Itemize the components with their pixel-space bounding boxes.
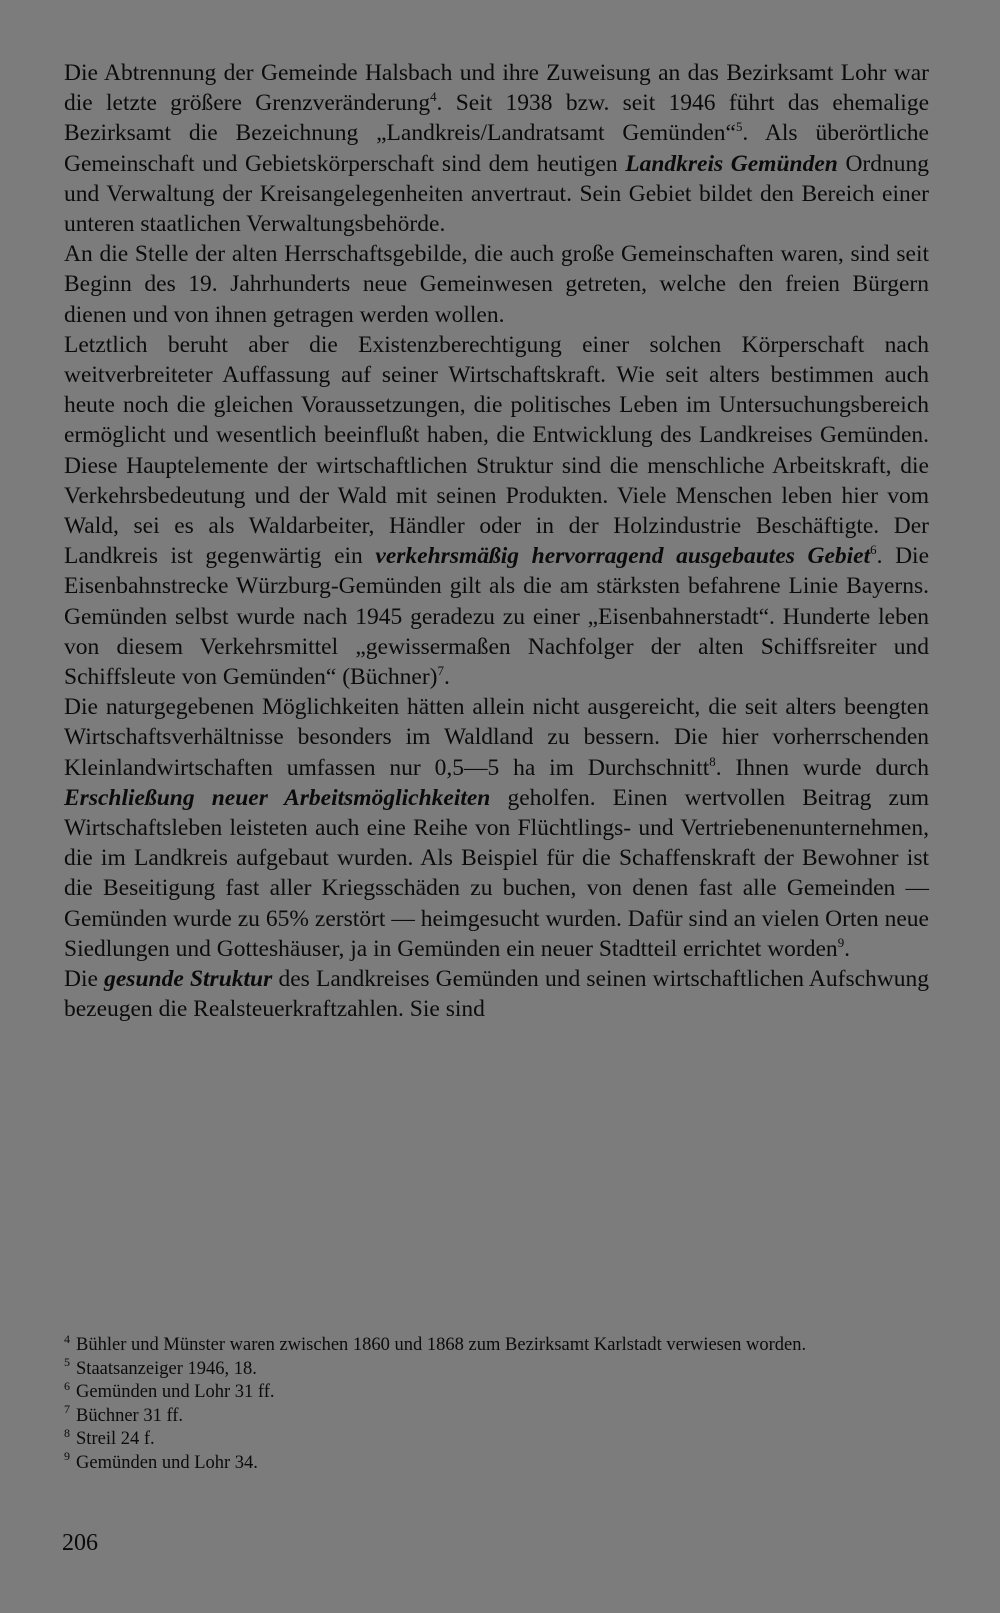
page-number: 206 [62,1530,98,1556]
text-run: geholfen. Einen wertvollen Beitrag zum Wirtschaftsleben leisteten auch eine Reihe von Flüchtlings- und Vertriebenenunternehmen, die im Landkreis aufgebaut wurden. Als Beispiel für die Schaffenskraft der Bewohner ist die Beseitigung fast aller Kriegsschäden zu buchen, von denen fast alle Gemeinden — Gemünden wurde zu 65% zerstört — heimgesucht wurden. Dafür sind an vielen Orten neue Siedlungen und Gotteshäuser, ja in Gemünden ein neuer Stadtteil errichtet worden [64,784,929,962]
footnote-text: Streil 24 f. [76,1429,155,1449]
footnote [64,1425,929,1452]
footnote-number: 5 [64,1355,71,1370]
text-run: Die [64,966,105,993]
paragraph [64,58,929,239]
footnote-number: 8 [64,1425,71,1440]
footnote-text: Bühler und Münster waren zwischen 1860 und 1868 zum Bezirksamt Karlstadt verwiesen worden. [76,1335,807,1355]
footnote-ref: 8 [709,753,716,769]
text-run: . Seit 1938 bzw. seit 1946 führt das ehemalige Bezirksamt die Bezeichnung „Landkreis/Landratsamt Gemünden“ [64,90,929,147]
emphasis: gesunde Struktur [104,966,273,993]
footnote-ref: 7 [437,663,444,679]
text-run: . Die Eisenbahnstrecke Würzburg-Gemünden gilt als die am stärksten befahrene Linie Bayerns. Gemünden selbst wurde nach 1945 geradezu zu einer „Eisenbahnerstadt“. Hunderte leben von diesem Verkehrsmittel „gewissermaßen Nachfolger der alten Schiffsreiter und Schiffsleute von Gemünden“ (Büchner) [64,543,929,691]
footnote-ref: 4 [430,89,437,105]
footnote-number: 7 [64,1402,71,1417]
text-run: Ordnung und Verwaltung der Kreisangelegenheiten anvertraut. Sein Gebiet bildet den Bereich einer unteren staatlichen Verwaltungsbehörde. [64,150,930,238]
footnote-ref: 5 [735,119,743,135]
footnote-number: 9 [64,1449,71,1464]
text-run: . [844,935,851,962]
text-run: . Ihnen wurde durch [715,754,929,781]
text-run: . Als überörtliche Gemeinschaft und Gebietskörperschaft sind dem heutigen [64,120,929,177]
footnote-number: 4 [64,1331,71,1346]
text-run: des Landkreises Gemünden und seinen wirtschaftlichen Aufschwung bezeugen die Realsteuerkraftzahlen. Sie sind [64,966,929,1023]
body-text [64,58,929,1025]
footnote-ref: 6 [870,542,877,558]
footnote [64,1355,929,1382]
emphasis: verkehrsmäßig hervorragend ausgebautes Gebiet [375,543,871,570]
footnote-text: Gemünden und Lohr 34. [76,1452,258,1473]
footnote [64,1402,929,1429]
footnote-text: Gemünden und Lohr 31 ff. [76,1382,275,1402]
text-run: Die naturgegebenen Möglichkeiten hätten allein nicht ausgereicht, die seit alters beengten Wirtschaftsverhältnisse besonders im Waldland zu bessern. Die hier vorherrschenden Kleinlandwirtschaften umfassen nur 0,5—5 ha im Durchschnitt [64,694,929,781]
footnote [64,1378,929,1405]
footnote [64,1331,929,1358]
footnote-ref: 9 [837,935,845,951]
text-run: Letztlich beruht aber die Existenzberechtigung einer solchen Körperschaft nach weitverbreiteter Auffassung auf seiner Wirtschaftskraft. Wie seit alters bestimmen auch heute noch die gleichen Voraussetzungen, die politisches Leben im Untersuchungsbereich ermöglicht und wesentlich beeinflußt haben, die Entwicklung des Landkreises Gemünden. Diese Hauptelemente der wirtschaftlichen Struktur sind die menschliche Arbeitskraft, die Verkehrsbedeutung und der Wald mit seinen Produkten. Viele Menschen leben hier vom Wald, sei es als Waldarbeiter, Händler oder in der Holzindustrie Beschäftigte. Der Landkreis ist gegenwärtig ein [64,331,929,570]
paragraph [64,964,929,1024]
emphasis: Erschließung neuer Arbeitsmöglichkeiten [64,784,491,811]
footnote [64,1449,929,1476]
text-run: Die Abtrennung der Gemeinde Halsbach und ihre Zuweisung an das Bezirksamt Lohr war die letzte größere Grenzveränderung [64,60,929,117]
paragraph [64,330,929,692]
footnote-text: Büchner 31 ff. [76,1405,184,1426]
footnote-number: 6 [64,1378,71,1393]
paragraph [64,692,929,964]
paragraph [64,239,929,330]
footnote-text: Staatsanzeiger 1946, 18. [76,1358,257,1379]
emphasis: Landkreis Gemünden [625,150,838,177]
footnotes [64,1331,929,1475]
text-run: . [443,664,450,691]
text-run: An die Stelle der alten Herrschaftsgebilde, die auch große Gemeinschaften waren, sind seit Beginn des 19. Jahrhunderts neue Gemeinwesen getreten, welche den freien Bürgern dienen und von ihnen getragen werden wollen. [64,241,929,328]
